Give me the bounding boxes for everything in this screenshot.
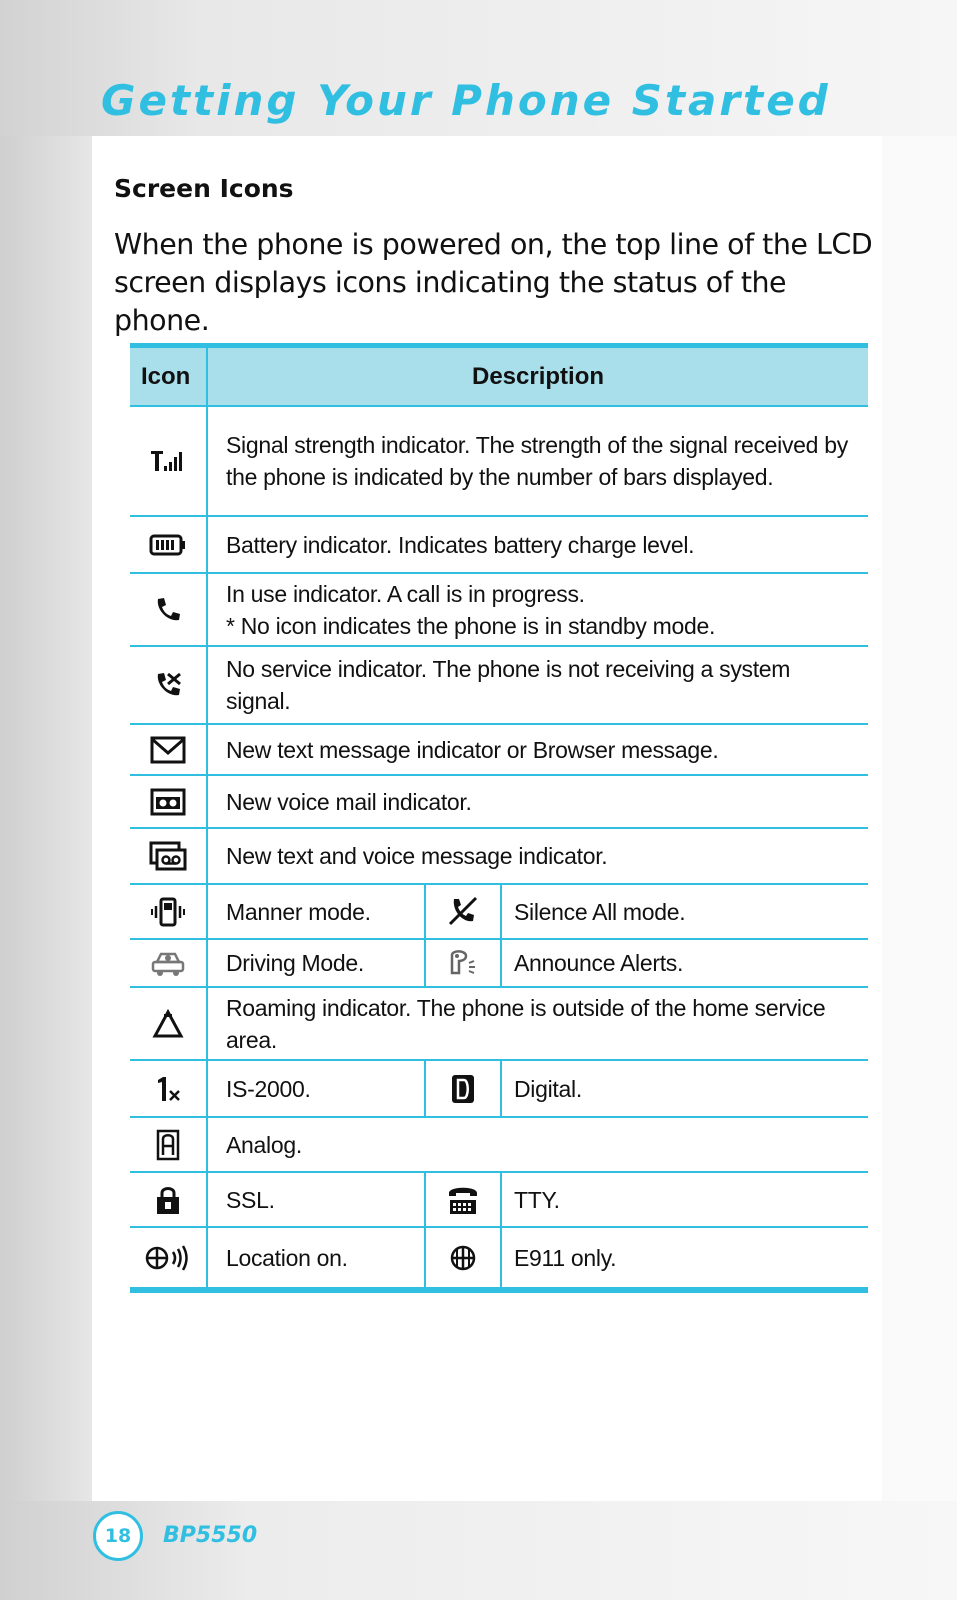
manner-mode-icon xyxy=(130,885,208,938)
is2000-icon xyxy=(130,1061,208,1116)
envelope-icon xyxy=(130,725,208,774)
header-icon-column: Icon xyxy=(130,348,208,405)
description-cell: Battery indicator. Indicates battery charge level. xyxy=(226,531,695,558)
intro-paragraph: When the phone is powered on, the top line of the LCD screen displays icons indicating the status of the phone. xyxy=(114,228,873,337)
silence-all-icon xyxy=(426,885,502,938)
page-number: 18 xyxy=(93,1511,143,1561)
bottom-band xyxy=(0,1501,957,1600)
table-row xyxy=(130,988,868,1061)
header-description-column: Description xyxy=(471,362,605,390)
description-cell: IS-2000. xyxy=(208,1061,426,1116)
table-header xyxy=(130,348,868,407)
table-row xyxy=(130,517,868,574)
screen-icons-table xyxy=(130,343,868,1293)
description-cell: Digital. xyxy=(514,1075,582,1102)
text-voice-message-icon xyxy=(130,829,208,883)
e911-icon xyxy=(426,1228,502,1287)
table-row xyxy=(130,1173,868,1228)
location-on-icon xyxy=(130,1228,208,1287)
section-heading: Screen Icons xyxy=(114,174,294,203)
table-row xyxy=(130,407,868,517)
description-cell: Location on. xyxy=(208,1228,426,1287)
description-cell: New text and voice message indicator. xyxy=(226,843,608,869)
description-line: * No icon indicates the phone is in standby mode. xyxy=(226,612,716,639)
description-cell: Analog. xyxy=(226,1131,302,1158)
digital-icon xyxy=(426,1061,502,1116)
table-row xyxy=(130,940,868,988)
description-cell: No service indicator. The phone is not receiving a system signal. xyxy=(226,656,791,714)
table-row xyxy=(130,1228,868,1289)
page-title: Getting Your Phone Started xyxy=(101,76,831,125)
model-name: BP5550 xyxy=(163,1523,258,1548)
announce-alerts-icon xyxy=(426,940,502,986)
battery-icon xyxy=(130,517,208,572)
signal-strength-icon xyxy=(130,407,208,515)
description-cell: Driving Mode. xyxy=(208,940,426,986)
table-bottom-rule xyxy=(130,1289,868,1293)
table-row xyxy=(130,647,868,725)
description-cell xyxy=(208,574,868,645)
table-row xyxy=(130,725,868,776)
table-row xyxy=(130,776,868,829)
description-cell: Manner mode. xyxy=(208,885,426,938)
tty-icon xyxy=(426,1173,502,1226)
description-cell: E911 only. xyxy=(514,1244,617,1271)
analog-icon xyxy=(130,1118,208,1171)
table-row xyxy=(130,885,868,940)
table-row xyxy=(130,829,868,885)
roaming-icon xyxy=(130,988,208,1059)
description-cell: Announce Alerts. xyxy=(514,950,684,976)
description-cell: Signal strength indicator. The strength of the signal received by the phone is indicated by the number of bars displayed. xyxy=(226,432,848,490)
no-service-icon xyxy=(130,647,208,723)
driving-mode-icon xyxy=(130,940,208,986)
description-cell: Silence All mode. xyxy=(514,898,686,925)
description-cell: New text message indicator or Browser message. xyxy=(226,736,719,763)
description-cell: TTY. xyxy=(514,1186,560,1213)
table-row xyxy=(130,1118,868,1173)
table-row xyxy=(130,574,868,647)
voicemail-icon xyxy=(130,776,208,827)
description-cell: New voice mail indicator. xyxy=(226,788,472,815)
description-cell: SSL. xyxy=(208,1173,426,1226)
ssl-lock-icon xyxy=(130,1173,208,1226)
description-line: In use indicator. A call is in progress. xyxy=(226,580,585,607)
description-cell: Roaming indicator. The phone is outside of the home service area. xyxy=(226,994,826,1053)
table-row xyxy=(130,1061,868,1118)
in-use-phone-icon xyxy=(130,574,208,645)
